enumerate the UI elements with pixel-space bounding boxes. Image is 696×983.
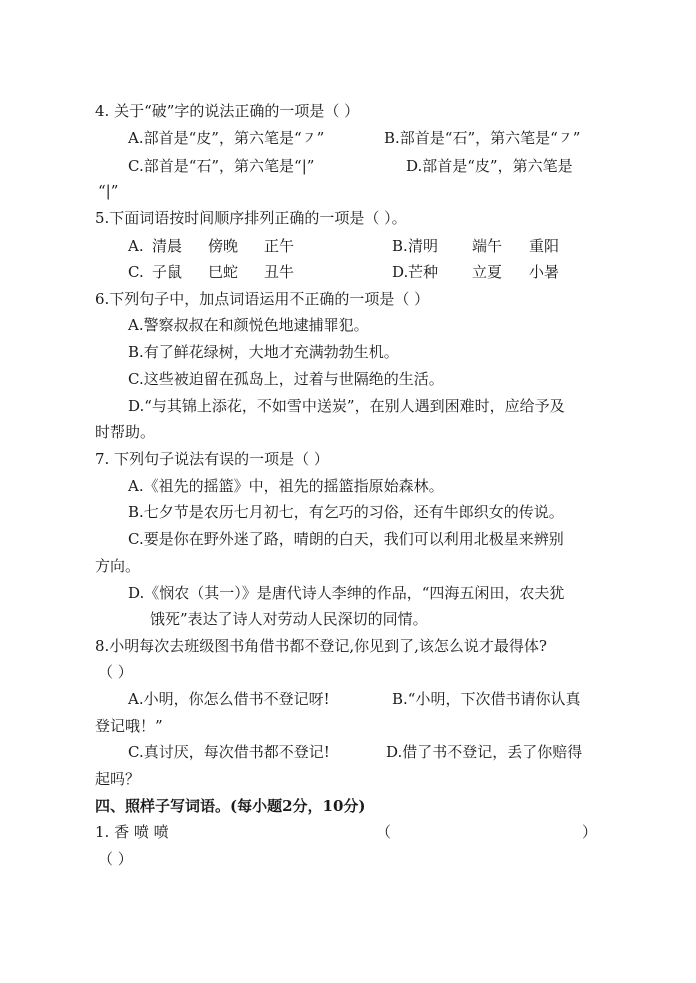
q8-option-c: C.真讨厌，每次借书都不登记! [128,743,330,761]
q7-option-c: C.要是你在野外迷了路，晴朗的白天，我们可以利用北极星来辨别 [128,530,564,548]
q6-option-d: D.“与其锦上添花，不如雪中送炭”，在别人遇到困难时，应给予及 [128,397,565,415]
q5-stem: 5.下面词语按时间顺序排列正确的一项是（ ）。 [95,209,407,227]
q5-d-word: 小暑 [529,263,560,281]
answer-blank-2[interactable]: （ ） [98,850,133,868]
q6-stem: 6.下列句子中，加点词语运用不正确的一项是（ ） [95,290,430,308]
q5-d-word: 芒种 [408,263,439,281]
q6-option-d-cont: 时帮助。 [95,423,156,441]
q5-a-word: 清晨 [152,237,183,255]
q4-option-a: A.部首是“皮”，第六笔是“㇇” [128,129,325,147]
q5-b-word: 重阳 [529,237,560,255]
section-4-title: 四、照样子写词语。(每小题2分，10分) [95,797,366,815]
q5-a-word: 傍晚 [208,237,239,255]
q7-option-b: B.七夕节是农历七月初七，有乞巧的习俗，还有牛郎织女的传说。 [128,503,564,521]
q5-b-word: 端午 [472,237,503,255]
answer-blank-1-close: ） [582,823,598,841]
q5-c-word: 子鼠 [152,263,183,281]
q4-option-d-cont: “|” [98,182,119,200]
q5-d-label: D. [392,263,409,281]
q4-stem: 4. 关于“破”字的说法正确的一项是（ ） [95,102,360,120]
q8-answer-paren: （ ） [98,663,133,681]
q5-option-a [128,236,144,256]
q8-option-d-cont: 起吗？ [95,770,141,788]
q7-option-d-cont: 饿死”表达了诗人对劳动人民深切的同情。 [150,610,428,628]
q5-b-label: B. [392,237,408,255]
q5-b-word: 清明 [408,237,439,255]
q6-option-c: C.这些被迫留在孤岛上，过着与世隔绝的生活。 [128,370,444,388]
q6-option-b: B.有了鲜花绿树，大地才充满勃勃生机。 [128,343,399,361]
q5-option-c [128,262,144,282]
q4-option-d: D.部首是“皮”，第六笔是 [406,157,573,175]
q4-option-c: C.部首是“石”，第六笔是“|” [128,157,315,175]
q7-stem: 7. 下列句子说法有误的一项是（ ） [95,450,329,468]
q7-option-a: A.《祖先的摇篮》中，祖先的摇篮指原始森林。 [128,477,444,495]
q8-option-b-cont: 登记哦！” [95,717,163,735]
q8-option-a: A.小明，你怎么借书不登记呀! [128,690,330,708]
q8-option-b: B.“小明，下次借书请你认真 [392,690,581,708]
section-4-item-1: 1. 香 喷 喷 [95,823,169,841]
q5-option-b [392,236,408,256]
q7-option-d: D.《悯农（其一）》是唐代诗人李绅的作品，“四海五闲田，农夫犹 [128,584,565,602]
q5-d-word: 立夏 [472,263,503,281]
q8-option-d: D.借了书不登记，丢了你赔得 [386,743,583,761]
q5-a-label: A. [128,237,144,255]
q5-c-label: C. [128,263,144,281]
q8-stem: 8.小明每次去班级图书角借书都不登记,你见到了,该怎么说才最得体? [95,637,547,655]
q5-c-word: 丑牛 [264,263,295,281]
q5-option-d [392,262,408,282]
q6-option-a: A.警察叔叔在和颜悦色地逮捕罪犯。 [128,316,369,334]
q5-c-word: 巳蛇 [208,263,239,281]
q7-option-c-cont: 方向。 [95,557,141,575]
q5-a-word: 正午 [264,237,295,255]
q4-option-b: B.部首是“石”，第六笔是“㇇” [384,129,581,147]
answer-blank-1-open[interactable]: （ [376,823,392,841]
